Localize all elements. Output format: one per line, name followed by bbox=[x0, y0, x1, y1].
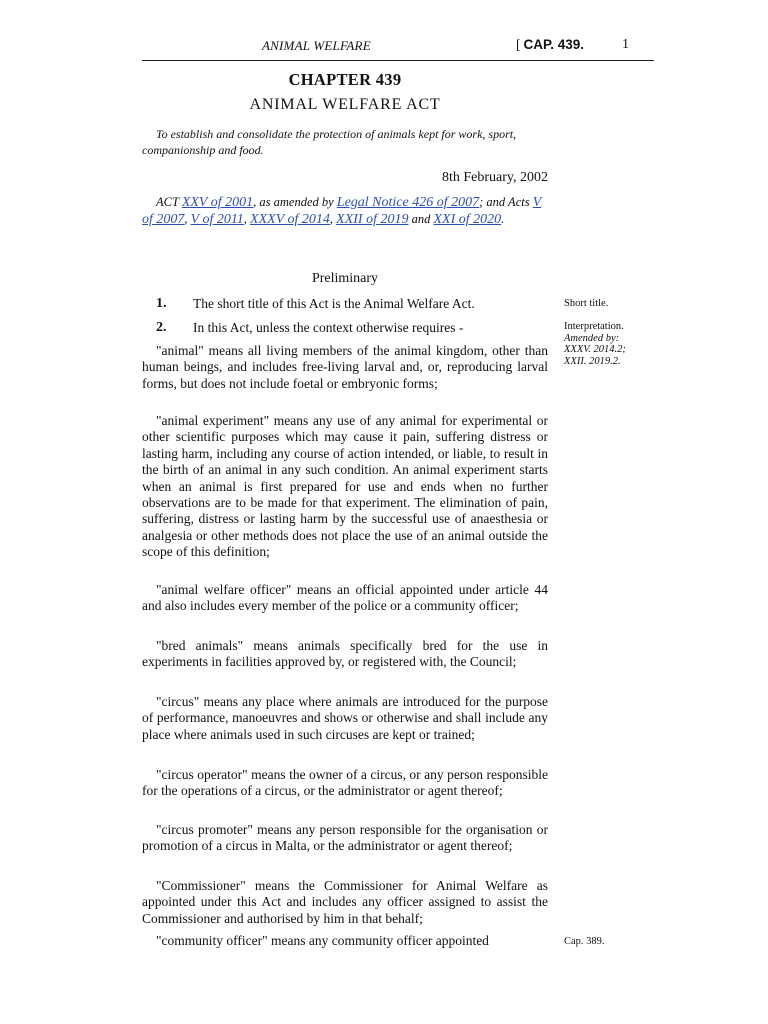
chapter-heading: CHAPTER 439 bbox=[288, 70, 402, 89]
definition-animal-experiment: "animal experiment" means any use of any animal for experimental or other scientific purposes which may cause it pain, suffering distress or lasting harm, including any course of action intended, or liable, to result in the birth of an animal in any such condition. An animal experiment starts when an animal is first prepared for use and ends when no further observations are to be made for that experiment. The elimination of pain, suffering, distress or lasting harm by the successful use of anaesthesia or analgesia or other methods does not place the use of an animal outside the scope of this definition; bbox=[142, 413, 548, 560]
section-number: 2. bbox=[156, 320, 167, 335]
definition-bred-animals: "bred animals" means animals specifically bred for the use in experiments in facilities approved by, or registered with, the Council; bbox=[142, 638, 548, 670]
amendment-ref-1: XXXV. 2014.2; bbox=[564, 344, 626, 355]
act-title: ANIMAL WELFARE ACT bbox=[249, 96, 441, 113]
part-heading: Preliminary bbox=[311, 271, 379, 286]
amendment-ref-2: XXII. 2019.2. bbox=[564, 355, 621, 367]
margin-note-cap-389: Cap. 389. bbox=[564, 936, 605, 947]
link-act-xxi-2020[interactable]: XXI of 2020 bbox=[433, 212, 502, 227]
page-number: 1 bbox=[622, 37, 629, 52]
section-text: In this Act, unless the context otherwise requires - bbox=[193, 320, 464, 335]
definition-community-officer: "community officer" means any community officer appointed bbox=[156, 933, 489, 948]
running-header bbox=[142, 36, 654, 61]
margin-note-short-title: Short title. bbox=[564, 298, 609, 309]
link-act-v-2007[interactable]: V of 2007 bbox=[142, 195, 542, 227]
link-act-v-2011[interactable]: V of 2011 bbox=[190, 212, 244, 227]
definition-animal-welfare-officer: "animal welfare officer" means an official appointed under article 44 and also includes every member of the police or a community officer; bbox=[142, 582, 548, 614]
amended-by-text: , as amended by bbox=[253, 195, 334, 209]
margin-note-interpretation bbox=[564, 321, 644, 367]
chapter-reference bbox=[516, 37, 584, 53]
bracket: [ bbox=[516, 37, 521, 52]
link-legal-notice-426-2007[interactable]: Legal Notice 426 of 2007 bbox=[336, 195, 480, 210]
running-title: ANIMAL WELFARE bbox=[262, 38, 371, 53]
enactment-date: 8th February, 2002 bbox=[441, 170, 548, 185]
cap-number: CAP. 439. bbox=[523, 37, 585, 52]
section-text: The short title of this Act is the Animal Welfare Act. bbox=[193, 296, 475, 311]
amended-by-label: Amended by: bbox=[564, 332, 620, 344]
amendment-history: ACT XXV of 2001, as amended by Legal Notice 426 of 2007; and Acts V of 2007, V of 2011, XXXV of 2014, XXII of 2019 and XXI of 2020. bbox=[142, 195, 542, 227]
act-prefix: ACT bbox=[156, 195, 179, 209]
link-act-xxxv-2014[interactable]: XXXV of 2014 bbox=[250, 212, 330, 227]
and-text: and bbox=[411, 212, 431, 226]
long-title: To establish and consolidate the protection of animals kept for work, sport, companionship and food. bbox=[142, 127, 517, 157]
link-act-xxii-2019[interactable]: XXII of 2019 bbox=[336, 212, 409, 227]
definition-animal: "animal" means all living members of the animal kingdom, other than human beings, and includes free-living larval and, or, reproducing larval forms, but does not include foetal or embryonic forms; bbox=[142, 343, 548, 391]
link-act-xxv-2001[interactable]: XXV of 2001 bbox=[181, 195, 254, 210]
and-acts-text: ; and Acts bbox=[479, 195, 530, 209]
definition-circus: "circus" means any place where animals are introduced for the purpose of performance, manoeuvres and shows or otherwise and shall include any place where animals used in such circuses are kept or trained; bbox=[142, 694, 548, 742]
definition-circus-operator: "circus operator" means the owner of a circus, or any person responsible for the operations of a circus, or the administrator or agent thereof; bbox=[142, 767, 548, 799]
definition-commissioner: "Commissioner" means the Commissioner for Animal Welfare as appointed under this Act and includes any officer assigned to assist the Commissioner and authorised by him in that behalf; bbox=[142, 878, 548, 926]
section-number: 1. bbox=[156, 296, 167, 311]
interpretation-label: Interpretation. bbox=[564, 321, 624, 332]
definition-circus-promoter: "circus promoter" means any person responsible for the organisation or promotion of a circus in Malta, or the administrator or agent thereof; bbox=[142, 822, 548, 854]
